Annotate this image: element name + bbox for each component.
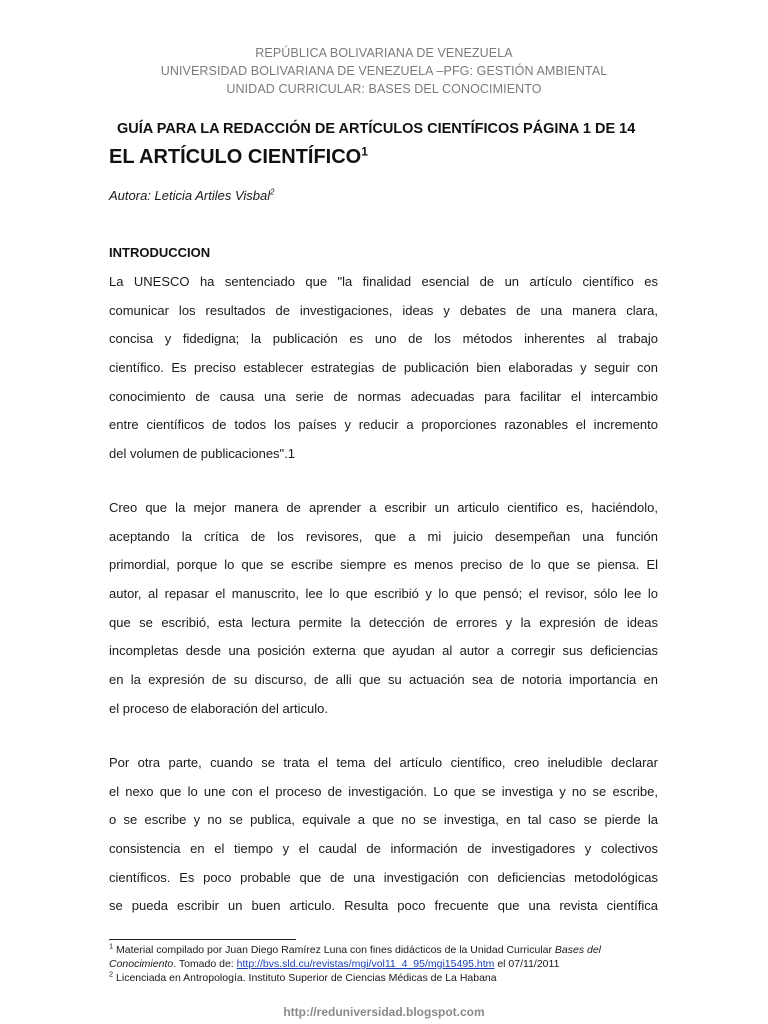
paragraph-3 [109, 749, 658, 921]
paragraph-line: Creo que la mejor manera de aprender a escribir un articulo cientifico es, haciéndolo, [109, 500, 658, 515]
header-line-university: UNIVERSIDAD BOLIVARIANA DE VENEZUELA –PFG: GESTIÓN AMBIENTAL [160, 64, 608, 78]
header-line-country: REPÚBLICA BOLIVARIANA DE VENEZUELA [255, 46, 513, 60]
article-title-text: EL ARTÍCULO CIENTÍFICO [109, 146, 362, 168]
footnote-1-text-c: el 07/11/2011 [494, 958, 560, 970]
paragraph-line: Por otra parte, cuando se trata el tema del artículo científico, creo ineludible declarar [109, 755, 658, 770]
article-title-footnote-ref[interactable]: 1 [361, 144, 368, 159]
paragraph-line: incompletas desde una posición externa que ayudan al autor a corregir sus deficiencias [109, 643, 658, 659]
article-title [109, 146, 368, 169]
paragraph-line: autor, al repasar el manuscrito, lee lo que escribió y lo que pensó; el revisor, sólo lee lo [109, 586, 658, 602]
footnote-2-number: 2 [109, 969, 114, 979]
paragraph-line: científicos. Es poco probable que de una investigación con deficiencias metodológicas [109, 869, 658, 885]
footnotes [109, 943, 669, 985]
footer-watermark-url: http://reduniversidad.blogspot.com [283, 1005, 485, 1019]
footnote-1-source-link[interactable]: http://bvs.sld.cu/revistas/mgi/vol11_4_95/mgi15495.htm [236, 958, 495, 970]
paragraph-line: científico. Es preciso establecer estrategias de publicación bien elaboradas y seguir con [109, 360, 658, 376]
paragraph-line: consistencia en el tiempo y el caudal de información de investigadores y colectivos [109, 841, 658, 857]
paragraph-2 [109, 494, 658, 724]
paragraph-line: comunicar los resultados de investigaciones, ideas y debates de una manera clara, [109, 302, 658, 318]
footnote-1-course-name: Bases del Conocimiento [109, 944, 602, 970]
author-footnote-ref[interactable]: 2 [270, 187, 275, 197]
paragraph-line: o se escribe y no se publica, equivale a que no se investiga, en tal caso se pierde la [109, 812, 658, 828]
paragraph-line: del volumen de publicaciones".1 [109, 446, 296, 462]
paragraph-line: conocimiento de causa una serie de normas adecuadas para facilitar el intercambio [109, 388, 658, 404]
institution-header [0, 44, 768, 98]
paragraph-line: en la expresión de su discurso, de alli que su actuación sea de notoria importancia en [109, 672, 658, 688]
footnote-1-number: 1 [109, 941, 114, 951]
paragraph-line: se pueda escribir un buen articulo. Resulta poco frecuente que una revista científica [109, 898, 658, 914]
footnote-2-text: Licenciada en Antropología. Instituto Superior de Ciencias Médicas de La Habana [116, 972, 497, 984]
footnote-2 [109, 971, 669, 985]
paragraph-line: el nexo que lo une con el proceso de investigación. Lo que se investiga y no se escribe, [109, 783, 658, 799]
author-line [109, 188, 274, 203]
footnote-1-text-a: Material compilado por Juan Diego Ramírez Luna con fines didácticos de la Unidad Curricular [116, 944, 555, 956]
guide-title: GUÍA PARA LA REDACCIÓN DE ARTÍCULOS CIENTÍFICOS PÁGINA 1 DE 14 [117, 121, 636, 137]
paragraph-line: La UNESCO ha sentenciado que "la finalidad esencial de un artículo científico es [109, 274, 658, 289]
footnote-separator [109, 939, 296, 940]
paragraph-1 [109, 268, 658, 469]
paragraph-line: aceptando la crítica de los revisores, que a mi juicio desempeñan una función [109, 528, 658, 544]
footnote-1 [109, 943, 669, 971]
section-heading-introduction: INTRODUCCION [109, 245, 211, 260]
paragraph-line: entre científicos de todos los países y reducir a proporciones razonables el incremento [109, 417, 658, 433]
footnote-1-text-b: . Tomado de: [173, 958, 237, 970]
paragraph-line: que se escribió, esta lectura permite la detección de errores y la expresión de ideas [109, 614, 658, 630]
paragraph-line: primordial, porque lo que se escribe siempre es menos preciso de lo que se piensa. El [109, 557, 658, 573]
header-line-unit: UNIDAD CURRICULAR: BASES DEL CONOCIMIENTO [226, 82, 542, 96]
paragraph-line: concisa y fidedigna; la publicación es uno de los métodos inherentes al trabajo [109, 331, 658, 347]
author-text: Autora: Leticia Artiles Visbal [109, 188, 271, 203]
paragraph-line: el proceso de elaboración del articulo. [109, 700, 328, 716]
